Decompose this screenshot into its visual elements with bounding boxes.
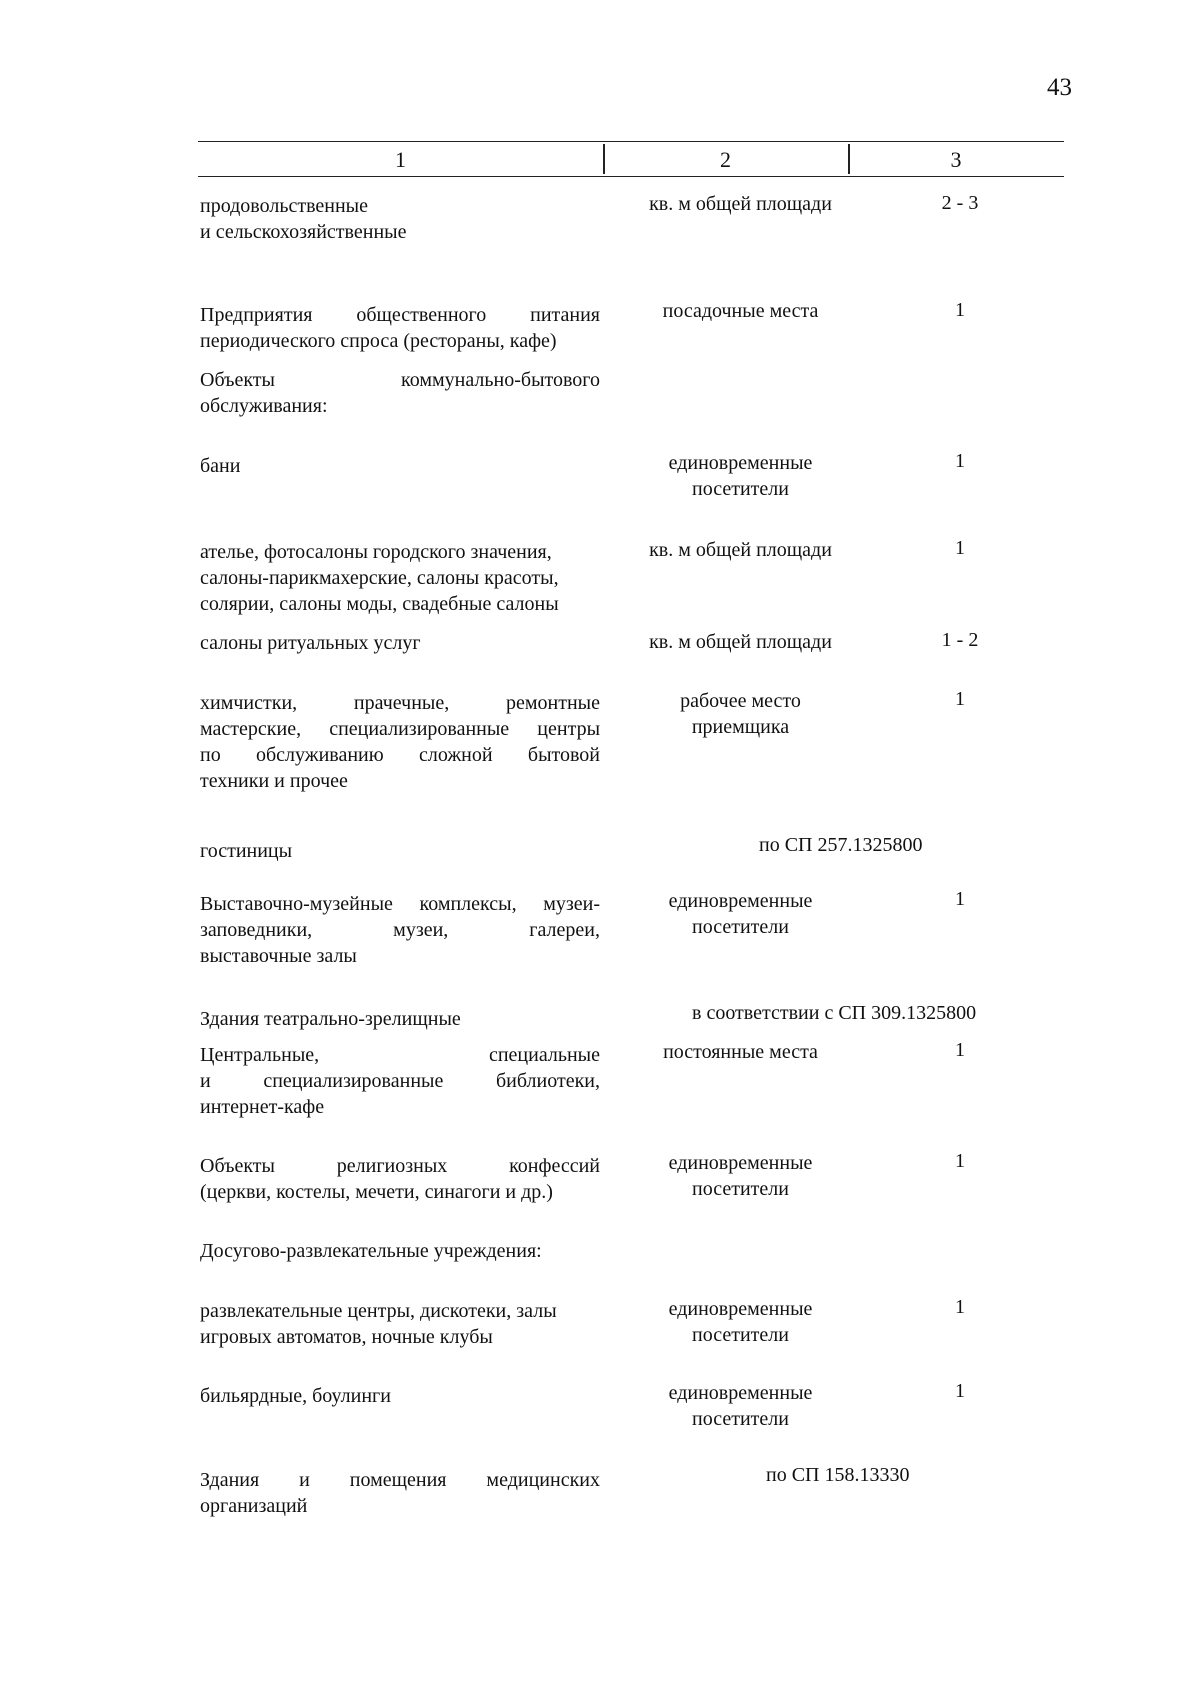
header-top-rule: [198, 141, 1064, 142]
page-number: 43: [1047, 74, 1072, 101]
row-unit: кв. м общей площади: [649, 539, 832, 561]
row-value: 1 - 2: [941, 629, 979, 651]
row-name: Досугово-развлекательные учреждения:: [200, 1240, 542, 1262]
row-span-ref: по СП 257.1325800: [759, 834, 923, 856]
row-unit: единовременные посетители: [668, 890, 813, 938]
row-name: Выставочно-музейные комплексы, музеи- заповедники, музеи, галереи, выставочные залы: [200, 893, 600, 967]
row-name: ателье, фотосалоны городского значения, салоны-парикмахерские, салоны красоты, солярии, салоны моды, свадебные салоны: [200, 541, 559, 615]
row-name: Объекты религиозных конфессий (церкви, костелы, мечети, синагоги и др.): [200, 1155, 600, 1203]
row-span-ref: по СП 158.13330: [766, 1464, 910, 1486]
row-unit: рабочее место приемщика: [680, 690, 801, 738]
row-name: Центральные, специальные и специализированные библиотеки, интернет-кафе: [200, 1044, 600, 1118]
row-unit: посадочные места: [662, 300, 819, 322]
row-value: 1: [955, 1296, 965, 1318]
row-name: Объекты коммунально-бытового обслуживания:: [200, 369, 600, 417]
header-col-3: 3: [950, 147, 962, 172]
row-name: гостиницы: [200, 840, 293, 862]
row-unit: единовременные посетители: [668, 1152, 813, 1200]
header-col-1: 1: [395, 147, 406, 172]
row-value: 2 - 3: [941, 192, 979, 214]
table-header: [198, 141, 1064, 178]
row-value: 1: [955, 888, 965, 910]
header-col-2: 2: [720, 147, 731, 172]
row-name: развлекательные центры, дискотеки, залы игровых автоматов, ночные клубы: [200, 1300, 557, 1348]
row-name: салоны ритуальных услуг: [200, 632, 421, 654]
row-unit: постоянные места: [663, 1041, 818, 1063]
row-name: Здания и помещения медицинских организаций: [200, 1469, 600, 1517]
row-name: химчистки, прачечные, ремонтные мастерские, специализированные центры по обслуживанию сложной бытовой техники и прочее: [200, 692, 600, 792]
row-value: 1: [955, 688, 965, 710]
row-unit: единовременные посетители: [668, 1382, 813, 1430]
row-span-ref: в соответствии с СП 309.1325800: [692, 1002, 977, 1024]
row-value: 1: [955, 537, 965, 559]
row-value: 1: [955, 299, 965, 321]
row-value: 1: [955, 450, 965, 472]
row-name: продовольственные и сельскохозяйственные: [200, 195, 407, 243]
row-name: Здания театрально-зрелищные: [200, 1008, 461, 1030]
row-value: 1: [955, 1150, 965, 1172]
row-unit: единовременные посетители: [668, 1298, 813, 1346]
row-unit: единовременные посетители: [668, 452, 813, 500]
header-bottom-rule: [198, 176, 1064, 177]
row-unit: кв. м общей площади: [649, 193, 832, 215]
row-value: 1: [955, 1039, 965, 1061]
row-value: 1: [955, 1380, 965, 1402]
row-name: бани: [200, 455, 241, 477]
row-unit: кв. м общей площади: [649, 631, 832, 653]
row-name: бильярдные, боулинги: [200, 1385, 391, 1407]
row-name: Предприятия общественного питания периодического спроса (рестораны, кафе): [200, 304, 600, 352]
